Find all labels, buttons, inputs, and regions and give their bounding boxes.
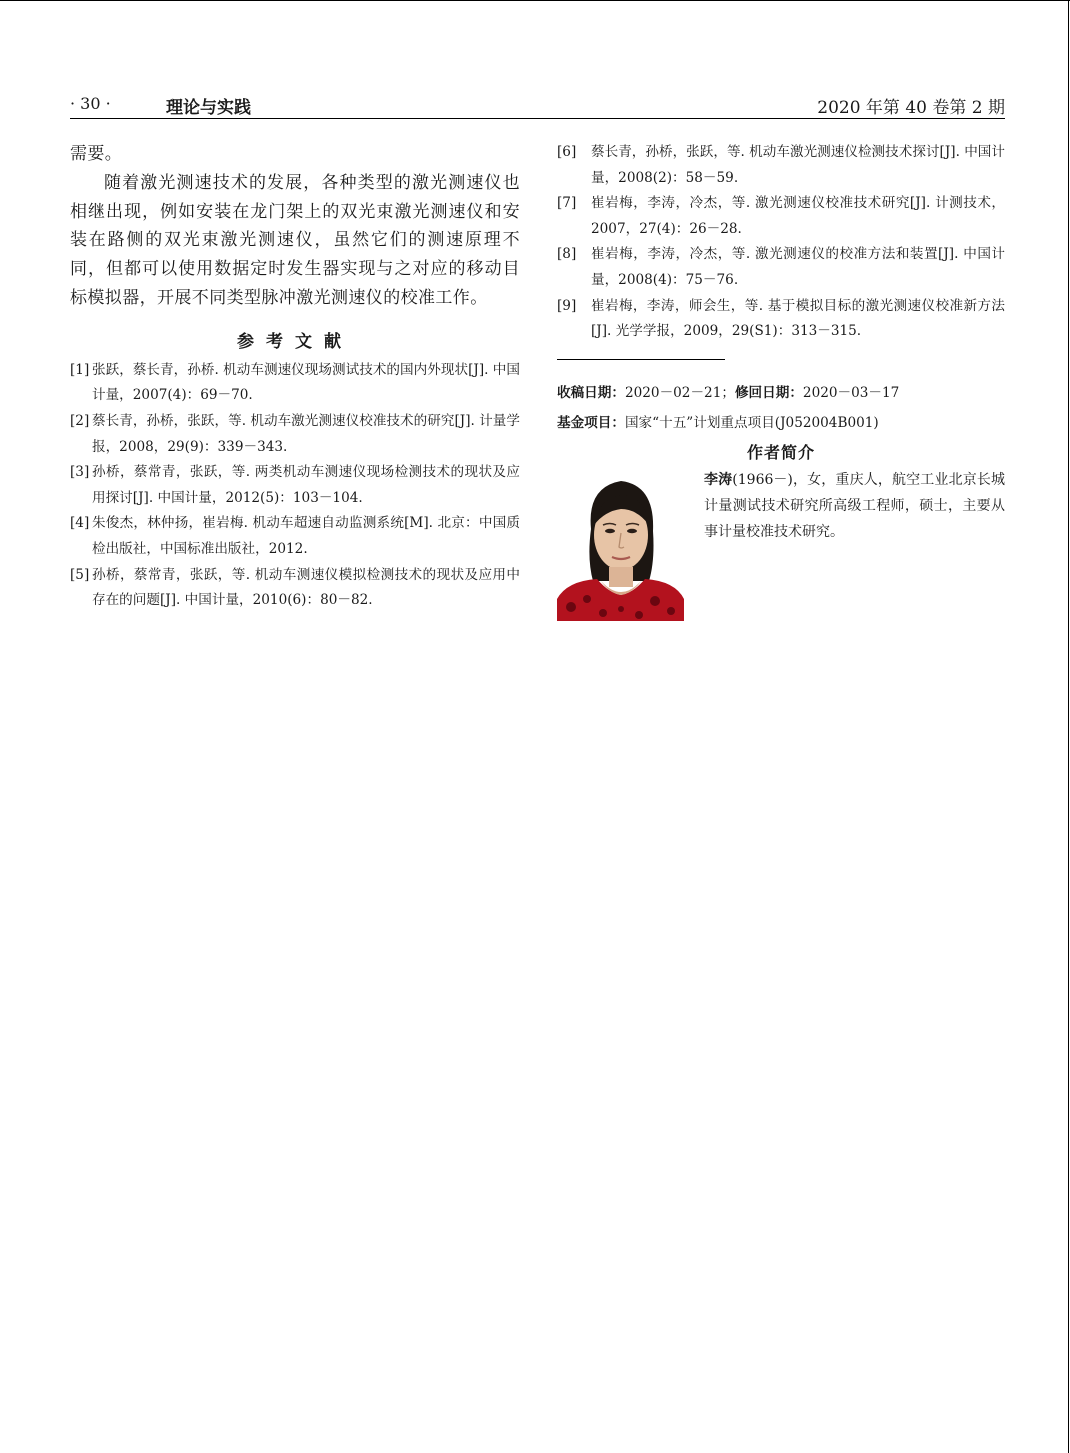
- reference-item: [70, 563, 520, 614]
- reference-item: [557, 191, 1005, 242]
- author-name: 李涛: [704, 471, 733, 488]
- reference-item: [557, 140, 1005, 191]
- fund-text: 国家“十五”计划重点项目(J052004B001): [624, 414, 879, 431]
- page-frame-top: [0, 0, 1070, 1]
- reference-list: [70, 358, 520, 614]
- section-title: 理论与实践: [166, 98, 251, 118]
- reference-number: [4]: [70, 515, 90, 532]
- reference-number: [2]: [70, 412, 90, 429]
- fund-label: 基金项目：: [557, 414, 625, 431]
- right-column: [557, 140, 1005, 637]
- article-dates: [557, 378, 1005, 408]
- author-bio-text: [704, 467, 1005, 545]
- reference-text: 孙桥，蔡常青，张跃，等. 机动车测速仪模拟检测技术的现状及应用中存在的问题[J]. 中国计量，2010(6)：80－82.: [92, 566, 520, 609]
- reference-number: [8]: [557, 246, 577, 263]
- received-date: 2020－02－21；: [624, 384, 735, 401]
- received-date-label: 收稿日期：: [557, 384, 625, 401]
- body-paragraph: 需要。: [70, 144, 123, 164]
- author-bio-heading: 作者简介: [746, 442, 815, 462]
- reference-item: [70, 409, 520, 460]
- author-photo: [557, 469, 684, 621]
- body-paragraph: 随着激光测速技术的发展，各种类型的激光测速仪也相继出现，例如安装在龙门架上的双光束激光测速仪和安装在路侧的双光束激光测速仪，虽然它们的测速原理不同，但都可以使用数据定时发生器实现与之对应的移动目标模拟器，开展不同类型脉冲激光测速仪的校准工作。: [70, 172, 520, 308]
- revised-date: 2020－03－17: [802, 384, 900, 401]
- reference-item: [557, 294, 1005, 345]
- reference-item: [557, 242, 1005, 293]
- header-rule: [70, 118, 1005, 119]
- reference-number: [6]: [557, 144, 577, 160]
- author-description: (1966－)，女，重庆人，航空工业北京长城计量测试技术研究所高级工程师，硕士，主要从事计量校准技术研究。: [704, 471, 1005, 540]
- reference-number: [9]: [557, 297, 577, 314]
- reference-number: [3]: [70, 464, 90, 481]
- reference-text: 崔岩梅，李涛，冷杰，等. 激光测速仪校准技术研究[J]. 计测技术，2007，27(4)：26－28.: [591, 195, 1005, 237]
- reference-text: 张跃，蔡长青，孙桥. 机动车测速仪现场测试技术的国内外现状[J]. 中国计量，2007(4)：69－70.: [92, 361, 520, 404]
- revised-date-label: 修回日期：: [734, 384, 803, 401]
- reference-number: [1]: [70, 361, 90, 378]
- fund-info: [557, 408, 1005, 438]
- left-column: [70, 140, 520, 614]
- reference-number: [7]: [557, 195, 577, 212]
- reference-text: 蔡长青，孙桥，张跃，等. 机动车激光测速仪校准技术的研究[J]. 计量学报，2008，29(9)：339－343.: [92, 412, 520, 455]
- reference-text: 崔岩梅，李涛，冷杰，等. 激光测速仪的校准方法和装置[J]. 中国计量，2008(4)：75－76.: [591, 246, 1005, 288]
- references-heading: 参考文献: [237, 331, 353, 352]
- page-number: · 30 ·: [70, 94, 111, 113]
- issue-info: 2020 年第 40 卷第 2 期: [817, 98, 1005, 118]
- footnote-rule: [557, 359, 725, 360]
- reference-list-continued: [557, 140, 1005, 345]
- author-bio: [557, 467, 1005, 637]
- reference-text: 崔岩梅，李涛，师会生，等. 基于模拟目标的激光测速仪校准新方法[J]. 光学学报，2009，29(S1)：313－315.: [591, 297, 1005, 340]
- reference-text: 朱俊杰，林仲扬，崔岩梅. 机动车超速自动监测系统[M]. 北京：中国质检出版社，中国标准出版社，2012.: [92, 515, 520, 557]
- reference-number: [5]: [70, 566, 90, 583]
- reference-text: 蔡长青，孙桥，张跃，等. 机动车激光测速仪检测技术探讨[J]. 中国计量，2008(2)：58－59.: [591, 144, 1005, 186]
- page-frame-right: [1068, 0, 1069, 1453]
- reference-item: [70, 358, 520, 409]
- reference-item: [70, 511, 520, 562]
- running-header: [70, 92, 1005, 120]
- reference-item: [70, 460, 520, 511]
- reference-text: 孙桥，蔡常青，张跃，等. 两类机动车测速仪现场检测技术的现状及应用探讨[J]. 中国计量，2012(5)：103－104.: [92, 464, 520, 506]
